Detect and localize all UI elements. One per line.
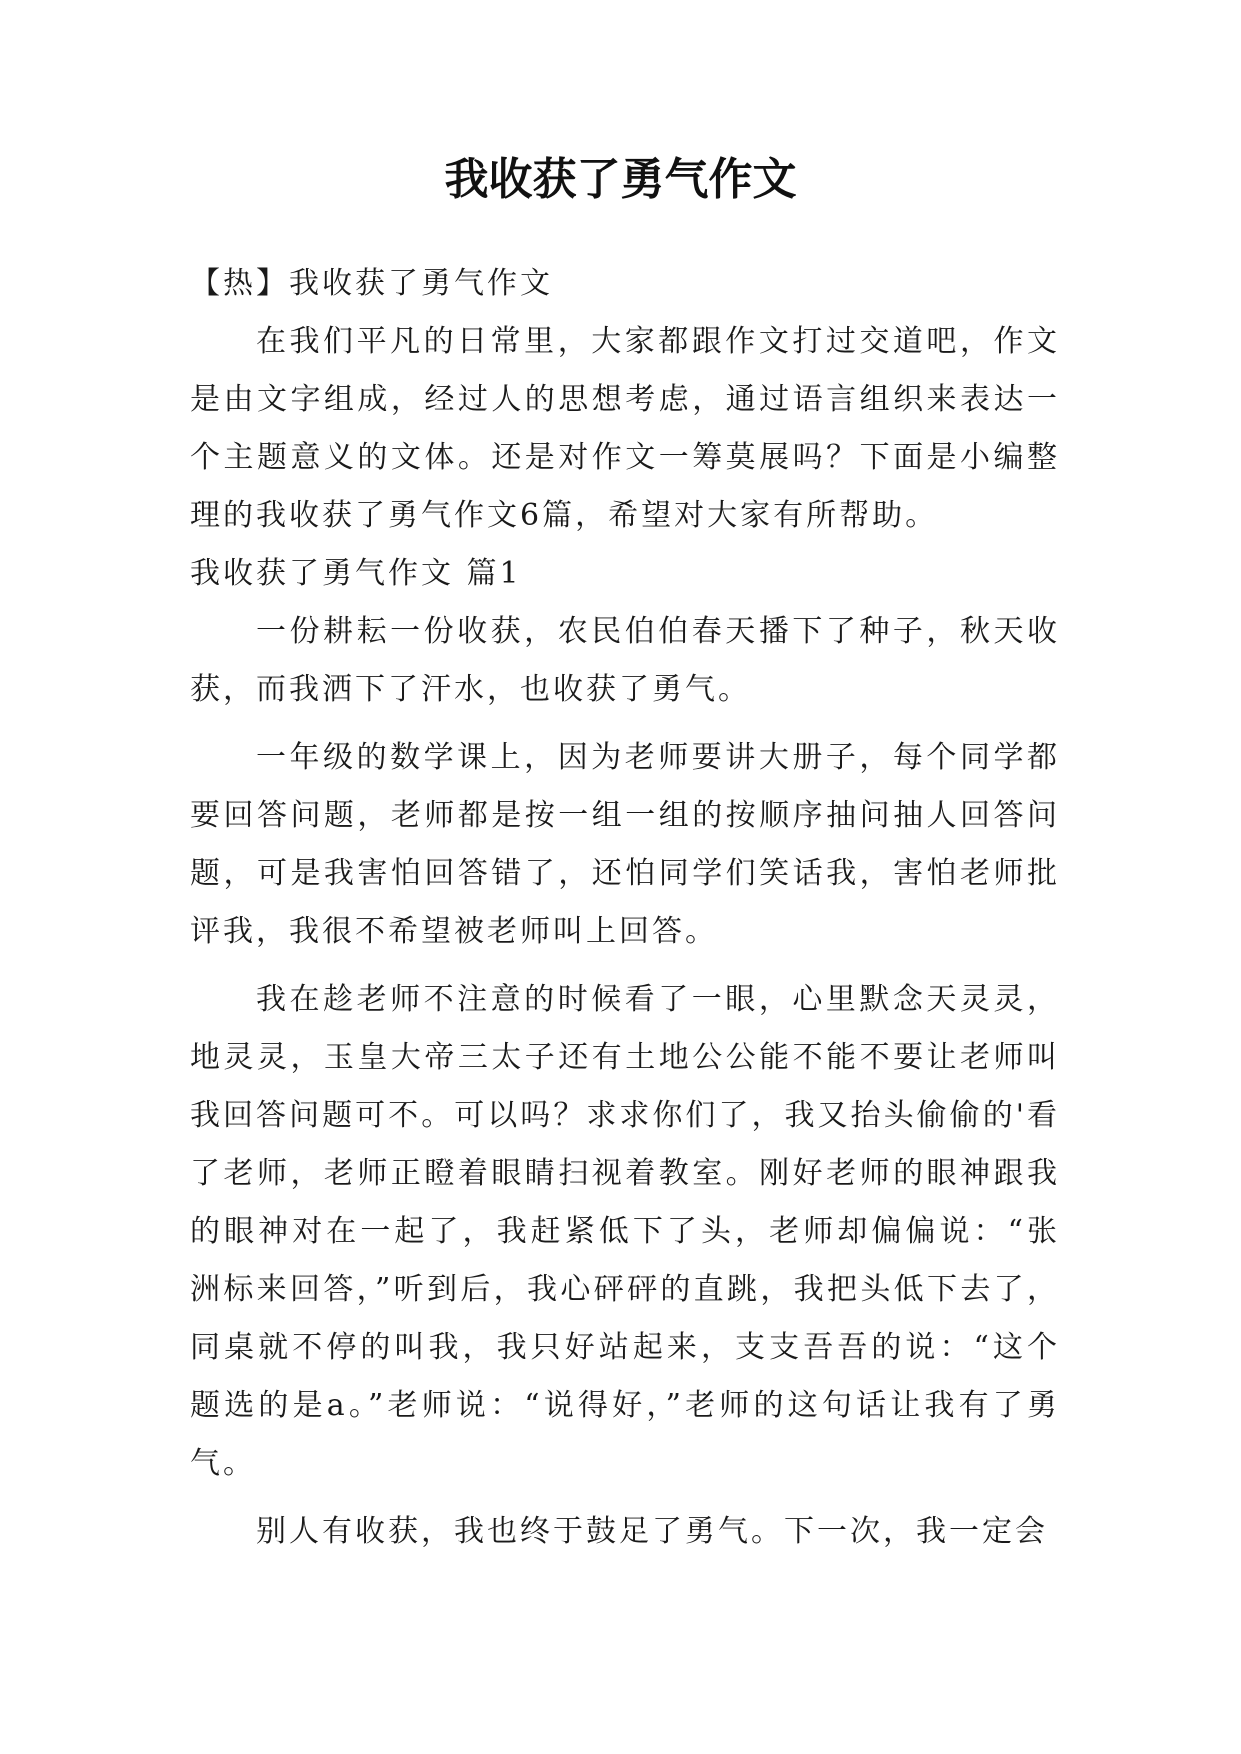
document-title: 我收获了勇气作文 (444, 154, 797, 205)
paragraph-body: 一年级的数学课上，因为老师要讲大册子，每个同学都要回答问题，老师都是按一组一组的按顺序抽问抽人回答问题，可是我害怕回答错了，还怕同学们笑话我，害怕老师批评我，我很不希望被老师叫上回答。 (190, 740, 1060, 949)
paragraph-body: 我在趁老师不注意的时候看了一眼，心里默念天灵灵，地灵灵，玉皇大帝三太子还有土地公公能不能不要让老师叫我回答问题可不。可以吗？求求你们了，我又抬头偷偷的'看了老师，老师正瞪着眼睛扫视着教室。刚好老师的眼神跟我的眼神对在一起了，我赶紧低下了头，老师却偏偏说：“张洲标来回答，”听到后，我心砰砰的直跳，我把头低下去了，同桌就不停的叫我，我只好站起来，支支吾吾的说：“这个题选的是a。”老师说：“说得好，”老师的这句话让我有了勇气。 (190, 982, 1060, 1481)
paragraph-body: 一份耕耘一份收获，农民伯伯春天播下了种子，秋天收获，而我洒下了汗水，也收获了勇气。 (190, 614, 1060, 707)
paragraph-section-heading: 我收获了勇气作文 篇1 (190, 556, 522, 591)
paragraph-body: 别人有收获，我也终于鼓足了勇气。下一次，我一定会 (256, 1514, 1048, 1549)
paragraph-heading-hot: 【热】我收获了勇气作文 (190, 266, 553, 301)
document-body (190, 255, 1060, 1561)
paragraph-intro: 在我们平凡的日常里，大家都跟作文打过交道吧，作文是由文字组成，经过人的思想考虑，通过语言组织来表达一个主题意义的文体。还是对作文一筹莫展吗？下面是小编整理的我收获了勇气作文6篇，希望对大家有所帮助。 (190, 324, 1060, 533)
